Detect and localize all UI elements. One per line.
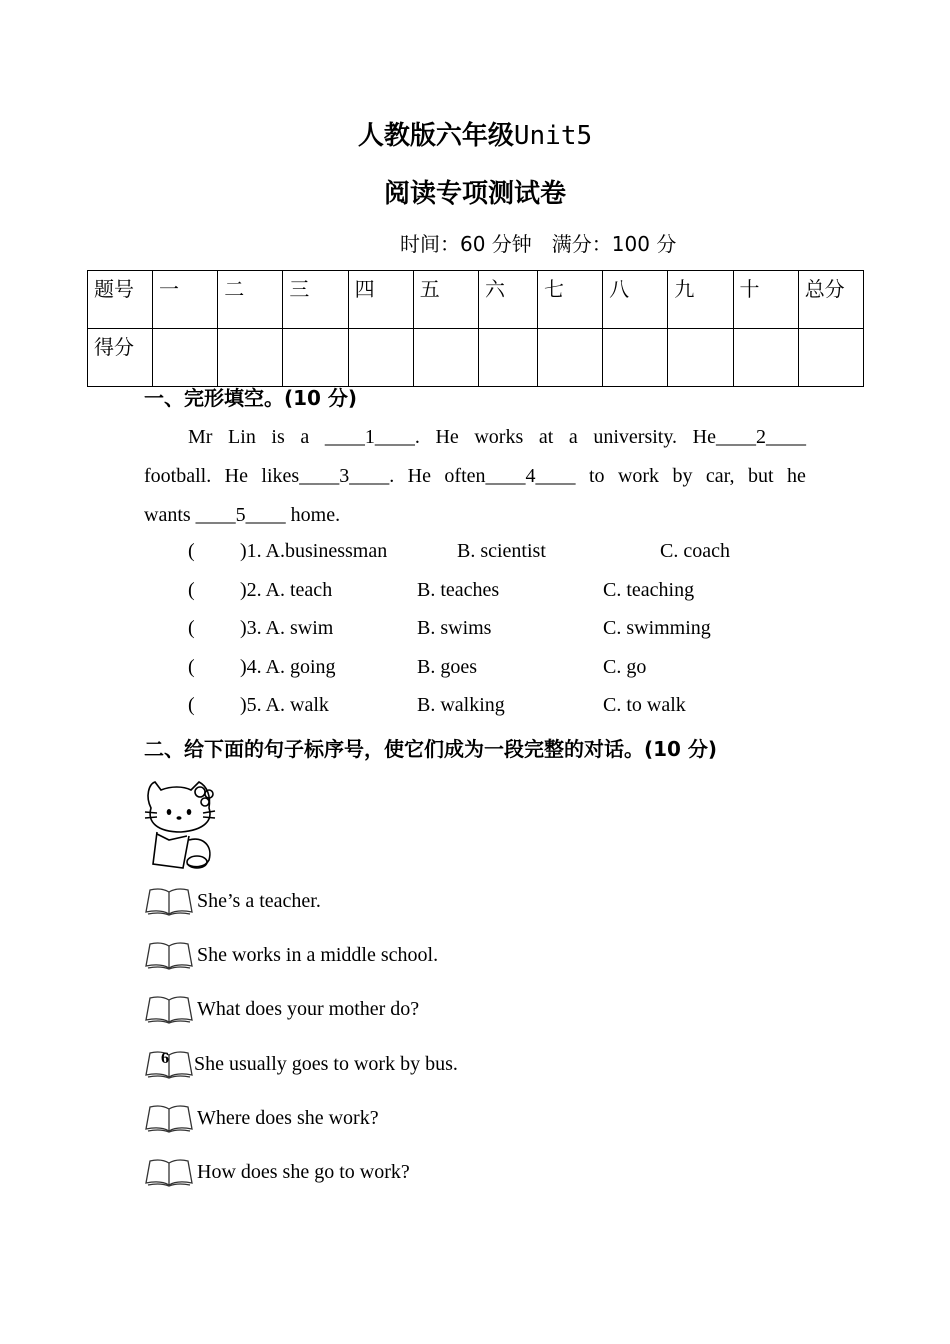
option-a: )4. A. going — [240, 656, 336, 678]
score-input-cell[interactable] — [413, 329, 478, 387]
option-b: B. walking — [417, 694, 505, 716]
item-number: 6 — [161, 1050, 169, 1067]
dialogue-text: She usually goes to work by bus. — [194, 1053, 458, 1075]
passage-line — [144, 457, 806, 496]
score-input-cell[interactable] — [348, 329, 413, 387]
word: Lin — [228, 426, 256, 448]
score-input-cell[interactable] — [478, 329, 537, 387]
score-row-label: 得分 — [88, 329, 153, 387]
dialogue-text: Where does she work? — [197, 1107, 379, 1129]
option-c: C. coach — [660, 540, 730, 562]
score-input-cell[interactable] — [733, 329, 798, 387]
score-input-cell[interactable] — [153, 329, 218, 387]
option-b: B. goes — [417, 656, 477, 678]
time-and-score: 时间：60 分钟 满分：100 分 — [400, 232, 677, 256]
word: a — [568, 426, 578, 448]
option-b: B. teaches — [417, 579, 500, 601]
score-cell: 总分 — [798, 271, 863, 329]
passage-line — [144, 496, 806, 535]
dialogue-text: What does your mother do? — [197, 998, 420, 1020]
score-input-cell[interactable] — [603, 329, 668, 387]
word: but — [747, 465, 774, 487]
blank-4: often____4____ — [444, 465, 576, 487]
title-line-1 — [0, 115, 950, 152]
book-icon — [144, 994, 194, 1024]
score-table-score-row — [88, 329, 864, 387]
book-icon — [144, 886, 194, 916]
score-table — [87, 270, 864, 387]
option-c: C. teaching — [603, 579, 695, 601]
answer-paren: ( — [188, 540, 195, 562]
word: at — [538, 426, 554, 448]
answer-paren: ( — [188, 617, 195, 639]
word: car, — [705, 465, 735, 487]
word: a — [300, 426, 310, 448]
score-cell: 五 — [413, 271, 478, 329]
score-cell: 二 — [218, 271, 283, 329]
word: by — [672, 465, 693, 487]
word: university. — [593, 426, 678, 448]
score-input-cell[interactable] — [798, 329, 863, 387]
dialogue-text: She works in a middle school. — [197, 944, 439, 966]
dialogue-text: How does she go to work? — [197, 1161, 410, 1183]
option-c: C. go — [603, 656, 647, 678]
word: He — [407, 465, 431, 487]
book-icon — [144, 1103, 194, 1133]
book-icon — [144, 1049, 194, 1079]
score-input-cell[interactable] — [668, 329, 733, 387]
passage-line — [144, 418, 806, 457]
title-chinese: 人教版六年级 — [357, 121, 514, 151]
score-input-cell[interactable] — [283, 329, 348, 387]
blank-3: likes____3____. — [261, 465, 395, 487]
word: he — [786, 465, 806, 487]
answer-paren: ( — [188, 656, 195, 678]
answer-paren: ( — [188, 694, 195, 716]
book-icon — [144, 940, 194, 970]
word: football. — [144, 465, 212, 487]
book-icon — [144, 1157, 194, 1187]
score-cell: 三 — [283, 271, 348, 329]
option-a: )1. A.businessman — [240, 540, 388, 562]
option-a: )5. A. walk — [240, 694, 329, 716]
word: is — [271, 426, 285, 448]
answer-paren: ( — [188, 579, 195, 601]
blank-1: ____1____. — [324, 426, 420, 448]
word: He — [435, 426, 459, 448]
section-2-heading: 二、给下面的句子标序号，使它们成为一段完整的对话。(10 分) — [144, 737, 718, 761]
word: Mr — [188, 426, 213, 448]
score-cell: 七 — [537, 271, 602, 329]
score-cell: 六 — [478, 271, 537, 329]
exam-meta — [400, 228, 676, 257]
score-table-header-row — [88, 271, 864, 329]
score-cell: 八 — [603, 271, 668, 329]
option-a: )3. A. swim — [240, 617, 334, 639]
word: works — [474, 426, 524, 448]
title-line-2: 阅读专项测试卷 — [383, 179, 566, 209]
hello-kitty-reading-icon — [143, 778, 218, 870]
score-input-cell[interactable] — [218, 329, 283, 387]
word: work — [617, 465, 660, 487]
score-cell: 一 — [153, 271, 218, 329]
blank-2: He____2____ — [692, 426, 806, 448]
blank-5-line: wants ____5____ home. — [144, 504, 341, 526]
score-input-cell[interactable] — [537, 329, 602, 387]
word: He — [224, 465, 248, 487]
score-cell: 九 — [668, 271, 733, 329]
option-b: B. scientist — [457, 540, 546, 562]
option-c: C. swimming — [603, 617, 711, 639]
cloze-passage — [144, 418, 806, 535]
score-cell: 十 — [733, 271, 798, 329]
score-cell: 四 — [348, 271, 413, 329]
dialogue-text: She’s a teacher. — [197, 890, 321, 912]
score-cell: 题号 — [88, 271, 153, 329]
option-a: )2. A. teach — [240, 579, 333, 601]
title-unit: Unit5 — [513, 121, 593, 151]
section-1-heading: 一、完形填空。(10 分) — [144, 386, 358, 410]
option-b: B. swims — [417, 617, 492, 639]
option-c: C. to walk — [603, 694, 686, 716]
word: to — [588, 465, 605, 487]
